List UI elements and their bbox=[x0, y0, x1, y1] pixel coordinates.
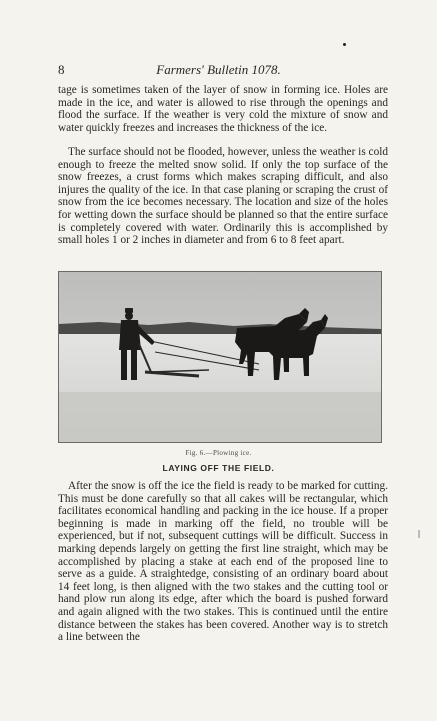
paragraph-flooding: The surface should not be flooded, however, unless the weather is cold enough to freeze the melted snow solid. If only the top surface of the snow freezes, a crust forms which makes scraping difficult, and also injures the quality of the ice. In that case planing or scraping the crust of snow from the ice becomes necessary. The location and size of the holes for wetting down the surface should be planned so that the entire surface is completely covered with water. Ordinarily this is accomplished by small holes 1 or 2 inches in diameter and from 6 to 8 feet apart. bbox=[58, 146, 388, 247]
running-head: Farmers' Bulletin 1078. bbox=[156, 62, 281, 77]
paragraph-continuation: tage is sometimes taken of the layer of snow in forming ice. Holes are made in the ice, and water is allowed to rise through the openings and flood the surface. If the weather is very cold the mixture of snow and water quickly freezes and increases the thickness of the ice. bbox=[58, 84, 388, 134]
page-mark bbox=[418, 530, 420, 538]
paragraph-laying-off: After the snow is off the ice the field is ready to be marked for cutting. This must be done carefully so that all cakes will be rectangular, which facilitates economical handling and packing in the ice house. If a proper beginning is made in marking off the field, no trouble will be experienced, but if not, subsequent cuttings will be difficult. Success in marking depends largely on getting the first line straight, which may be accomplished by placing a stake at each end of the proposed line to serve as a guide. A straightedge, consisting of an ordinary board about 14 feet long, is then aligned with the two stakes and the cutting tool or hand plow run along its edge, after which the board is pushed forward and again aligned with the two stakes. This is continued until the entire distance between the stakes has been covered. Another way is to stretch a line between the bbox=[58, 480, 388, 644]
figure-photo bbox=[58, 271, 382, 443]
figure-caption: Fig. 6.—Plowing ice. bbox=[185, 449, 252, 457]
section-heading: LAYING OFF THE FIELD. bbox=[162, 463, 275, 473]
page-number: 8 bbox=[58, 62, 65, 77]
plowing-ice-photo bbox=[59, 272, 381, 442]
ink-dot bbox=[343, 43, 346, 46]
